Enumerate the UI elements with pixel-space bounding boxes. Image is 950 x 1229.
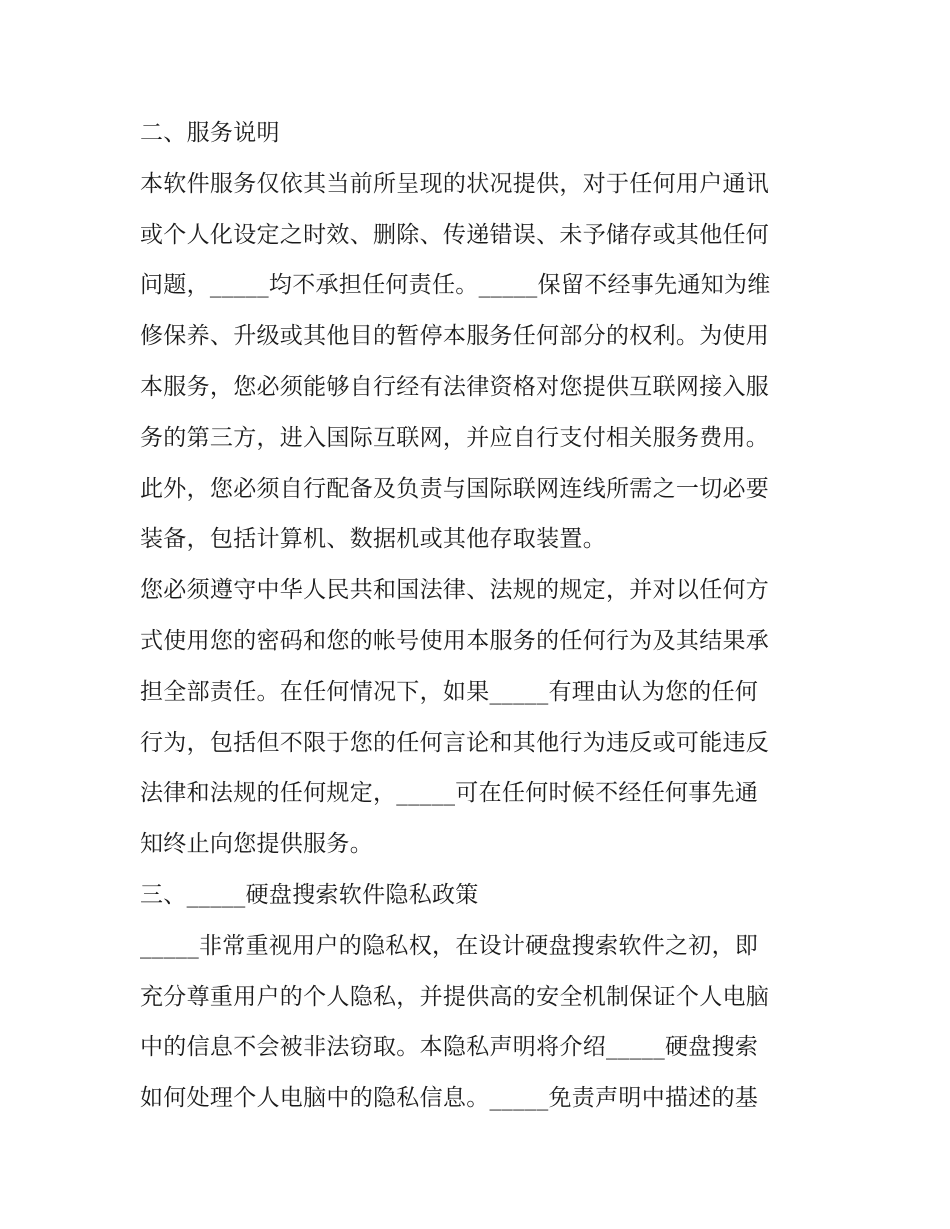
text-line: 本服务，您必须能够自行经有法律资格对您提供互联网接入服 xyxy=(140,373,770,400)
text-line: 行为，包括但不限于您的任何言论和其他行为违反或可能违反 xyxy=(140,729,770,756)
text-line: 您必须遵守中华人民共和国法律、法规的规定，并对以任何方 xyxy=(140,577,770,604)
text-line: 此外，您必须自行配备及负责与国际联网连线所需之一切必要 xyxy=(140,475,770,502)
text-line: 法律和法规的任何规定，_____可在任何时候不经任何事先通 xyxy=(140,780,759,807)
text-line: 问题，_____均不承担任何责任。_____保留不经事先通知为维 xyxy=(140,272,771,299)
text-line: 式使用您的密码和您的帐号使用本服务的任何行为及其结果承 xyxy=(140,627,770,654)
text-line: 务的第三方，进入国际互联网，并应自行支付相关服务费用。 xyxy=(140,424,770,451)
text-line: 装备，包括计算机、数据机或其他存取装置。 xyxy=(140,526,606,553)
text-line: 充分尊重用户的个人隐私，并提供高的安全机制保证个人电脑 xyxy=(140,983,770,1010)
document-body xyxy=(140,108,820,1124)
section-heading-service: 二、服务说明 xyxy=(140,120,280,146)
text-line: 本软件服务仅依其当前所呈现的状况提供，对于任何用户通讯 xyxy=(140,170,770,197)
text-line: 或个人化设定之时效、删除、传递错误、未予储存或其他任何 xyxy=(140,221,770,248)
text-line: _____非常重视用户的隐私权，在设计硬盘搜索软件之初，即 xyxy=(140,932,759,959)
text-line: 中的信息不会被非法窃取。本隐私声明将介绍_____硬盘搜索 xyxy=(140,1034,759,1061)
text-line: 担全部责任。在任何情况下，如果_____有理由认为您的任何 xyxy=(140,678,759,705)
text-line: 修保养、升级或其他目的暂停本服务任何部分的权利。为使用 xyxy=(140,323,770,350)
section-heading-privacy: 三、_____硬盘搜索软件隐私政策 xyxy=(140,881,479,908)
text-line: 知终止向您提供服务。 xyxy=(140,831,373,858)
text-line: 如何处理个人电脑中的隐私信息。_____免责声明中描述的基 xyxy=(140,1085,759,1112)
